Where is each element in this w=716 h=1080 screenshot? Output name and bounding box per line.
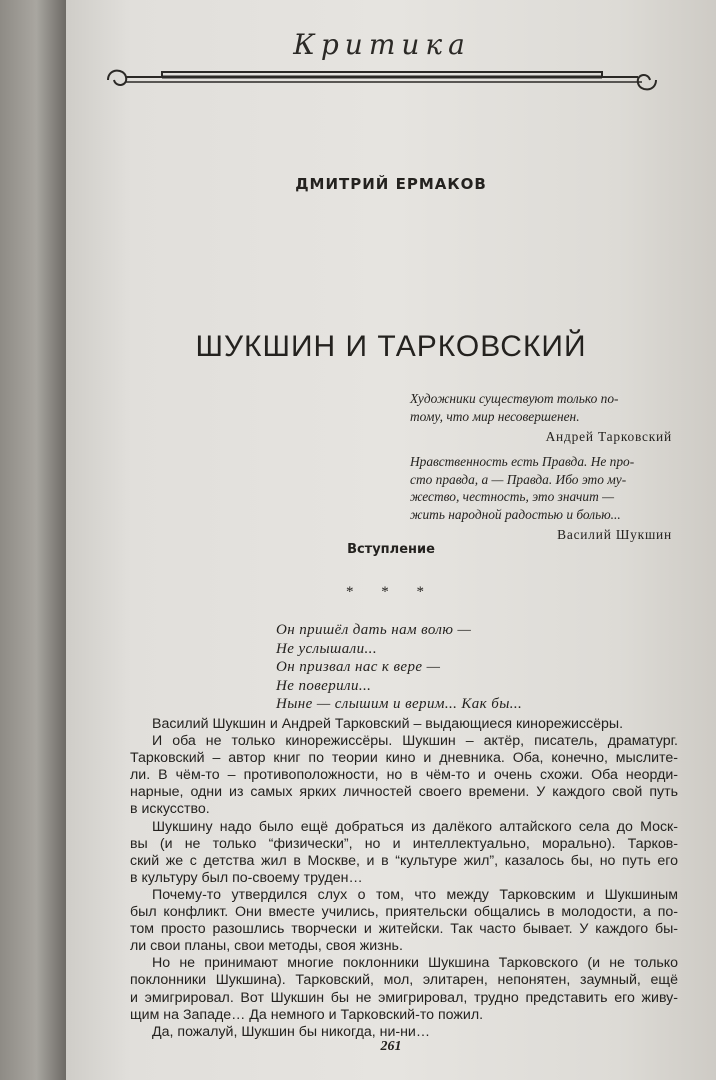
article-body <box>130 716 678 1041</box>
body-line: поклонники Шукшина). Тарковский, мол, элитарен, непонятен, заумный, ещё <box>130 972 678 989</box>
body-line: и эмигрировал. Вот Шукшин бы не эмигрировал, трудно представить его живу- <box>130 989 678 1006</box>
body-line: в культуру был по-своему труден… <box>130 869 363 886</box>
epigraph-tarkovsky <box>410 390 672 446</box>
poem-line: Он пришёл дать нам волю — <box>276 622 472 638</box>
epigraph-line: жить народной радостью и болью... <box>410 506 621 522</box>
body-line: Да, пожалуй, Шукшин бы никогда, ни-ни… <box>152 1023 431 1040</box>
body-line: в искусство. <box>130 801 210 818</box>
body-line: Василий Шукшин и Андрей Тарковский – выдающиеся кинорежиссёры. <box>152 716 624 732</box>
body-line: Шукшину надо было ещё добраться из далёкого алтайского села до Моск- <box>152 818 678 835</box>
page-number: 261 <box>380 1039 402 1054</box>
body-line: Почему-то утвердился слух о том, что между Тарковским и Шукшиным <box>152 886 678 903</box>
body-line: ский же с детства жил в Москве, и в “культуре жил”, казалось бы, но путь его <box>130 852 678 869</box>
ornamental-rule <box>102 60 662 100</box>
body-line: Но не принимают многие поклонники Шукшина Тарковского (и не только <box>152 955 678 972</box>
asterism-separator: * * * <box>346 584 436 600</box>
section-title: Критика <box>293 28 471 61</box>
body-line: ли свои планы, свои методы, своя жизнь. <box>130 938 403 955</box>
poem-epigraph <box>276 621 596 714</box>
intro-heading: Вступление <box>347 542 435 557</box>
poem-line: Ныне — слышим и верим... Как бы... <box>276 696 523 713</box>
article-title: ШУКШИН И ТАРКОВСКИЙ <box>195 330 587 363</box>
epigraph-shukshin <box>410 453 672 544</box>
epigraph-attribution: Андрей Тарковский <box>545 429 672 444</box>
body-line: нарные, одни из самых ярких личностей своего времени. У каждого свой путь <box>130 784 678 801</box>
epigraph-line: Нравственность есть Правда. Не про- <box>410 454 635 469</box>
epigraph-line: сто правда, а — Правда. Ибо это му- <box>410 471 627 487</box>
body-line: том просто разошлись творчески и житейски. Так часто бывает. У каждого бы- <box>130 921 678 938</box>
body-line: ли. В чём-то – противоположности, но в чём-то и очень схожи. Оба неорди- <box>130 767 678 784</box>
author-name: ДМИТРИЙ ЕРМАКОВ <box>295 175 487 193</box>
book-page <box>66 0 716 1080</box>
poem-line: Не поверили... <box>276 677 372 694</box>
section-header <box>102 22 662 102</box>
body-line: Тарковский – автор книг по теории кино и дневника. Оба, конечно, мыслите- <box>130 750 678 767</box>
epigraph-attribution: Василий Шукшин <box>557 527 672 542</box>
facing-page-edge <box>0 0 66 1080</box>
epigraph-line: жество, честность, это значит — <box>410 489 615 504</box>
poem-line: Он призвал нас к вере — <box>276 659 441 676</box>
body-line: был конфликт. Они вместе учились, приятельски общались в молодости, а по- <box>130 904 678 921</box>
body-line: вы (и не только “физически”, но и интеллектуально, морально). Тарков- <box>130 835 678 852</box>
epigraph-line: тому, что мир несовершенен. <box>410 408 580 424</box>
body-line: щим на Западе… Да немного и Тарковский-то пожил. <box>130 1006 484 1023</box>
epigraph-line: Художники существуют только по- <box>410 391 619 406</box>
body-line: И оба не только кинорежиссёры. Шукшин – актёр, писатель, драматург. <box>152 733 678 750</box>
poem-line: Не услышали... <box>276 640 377 657</box>
